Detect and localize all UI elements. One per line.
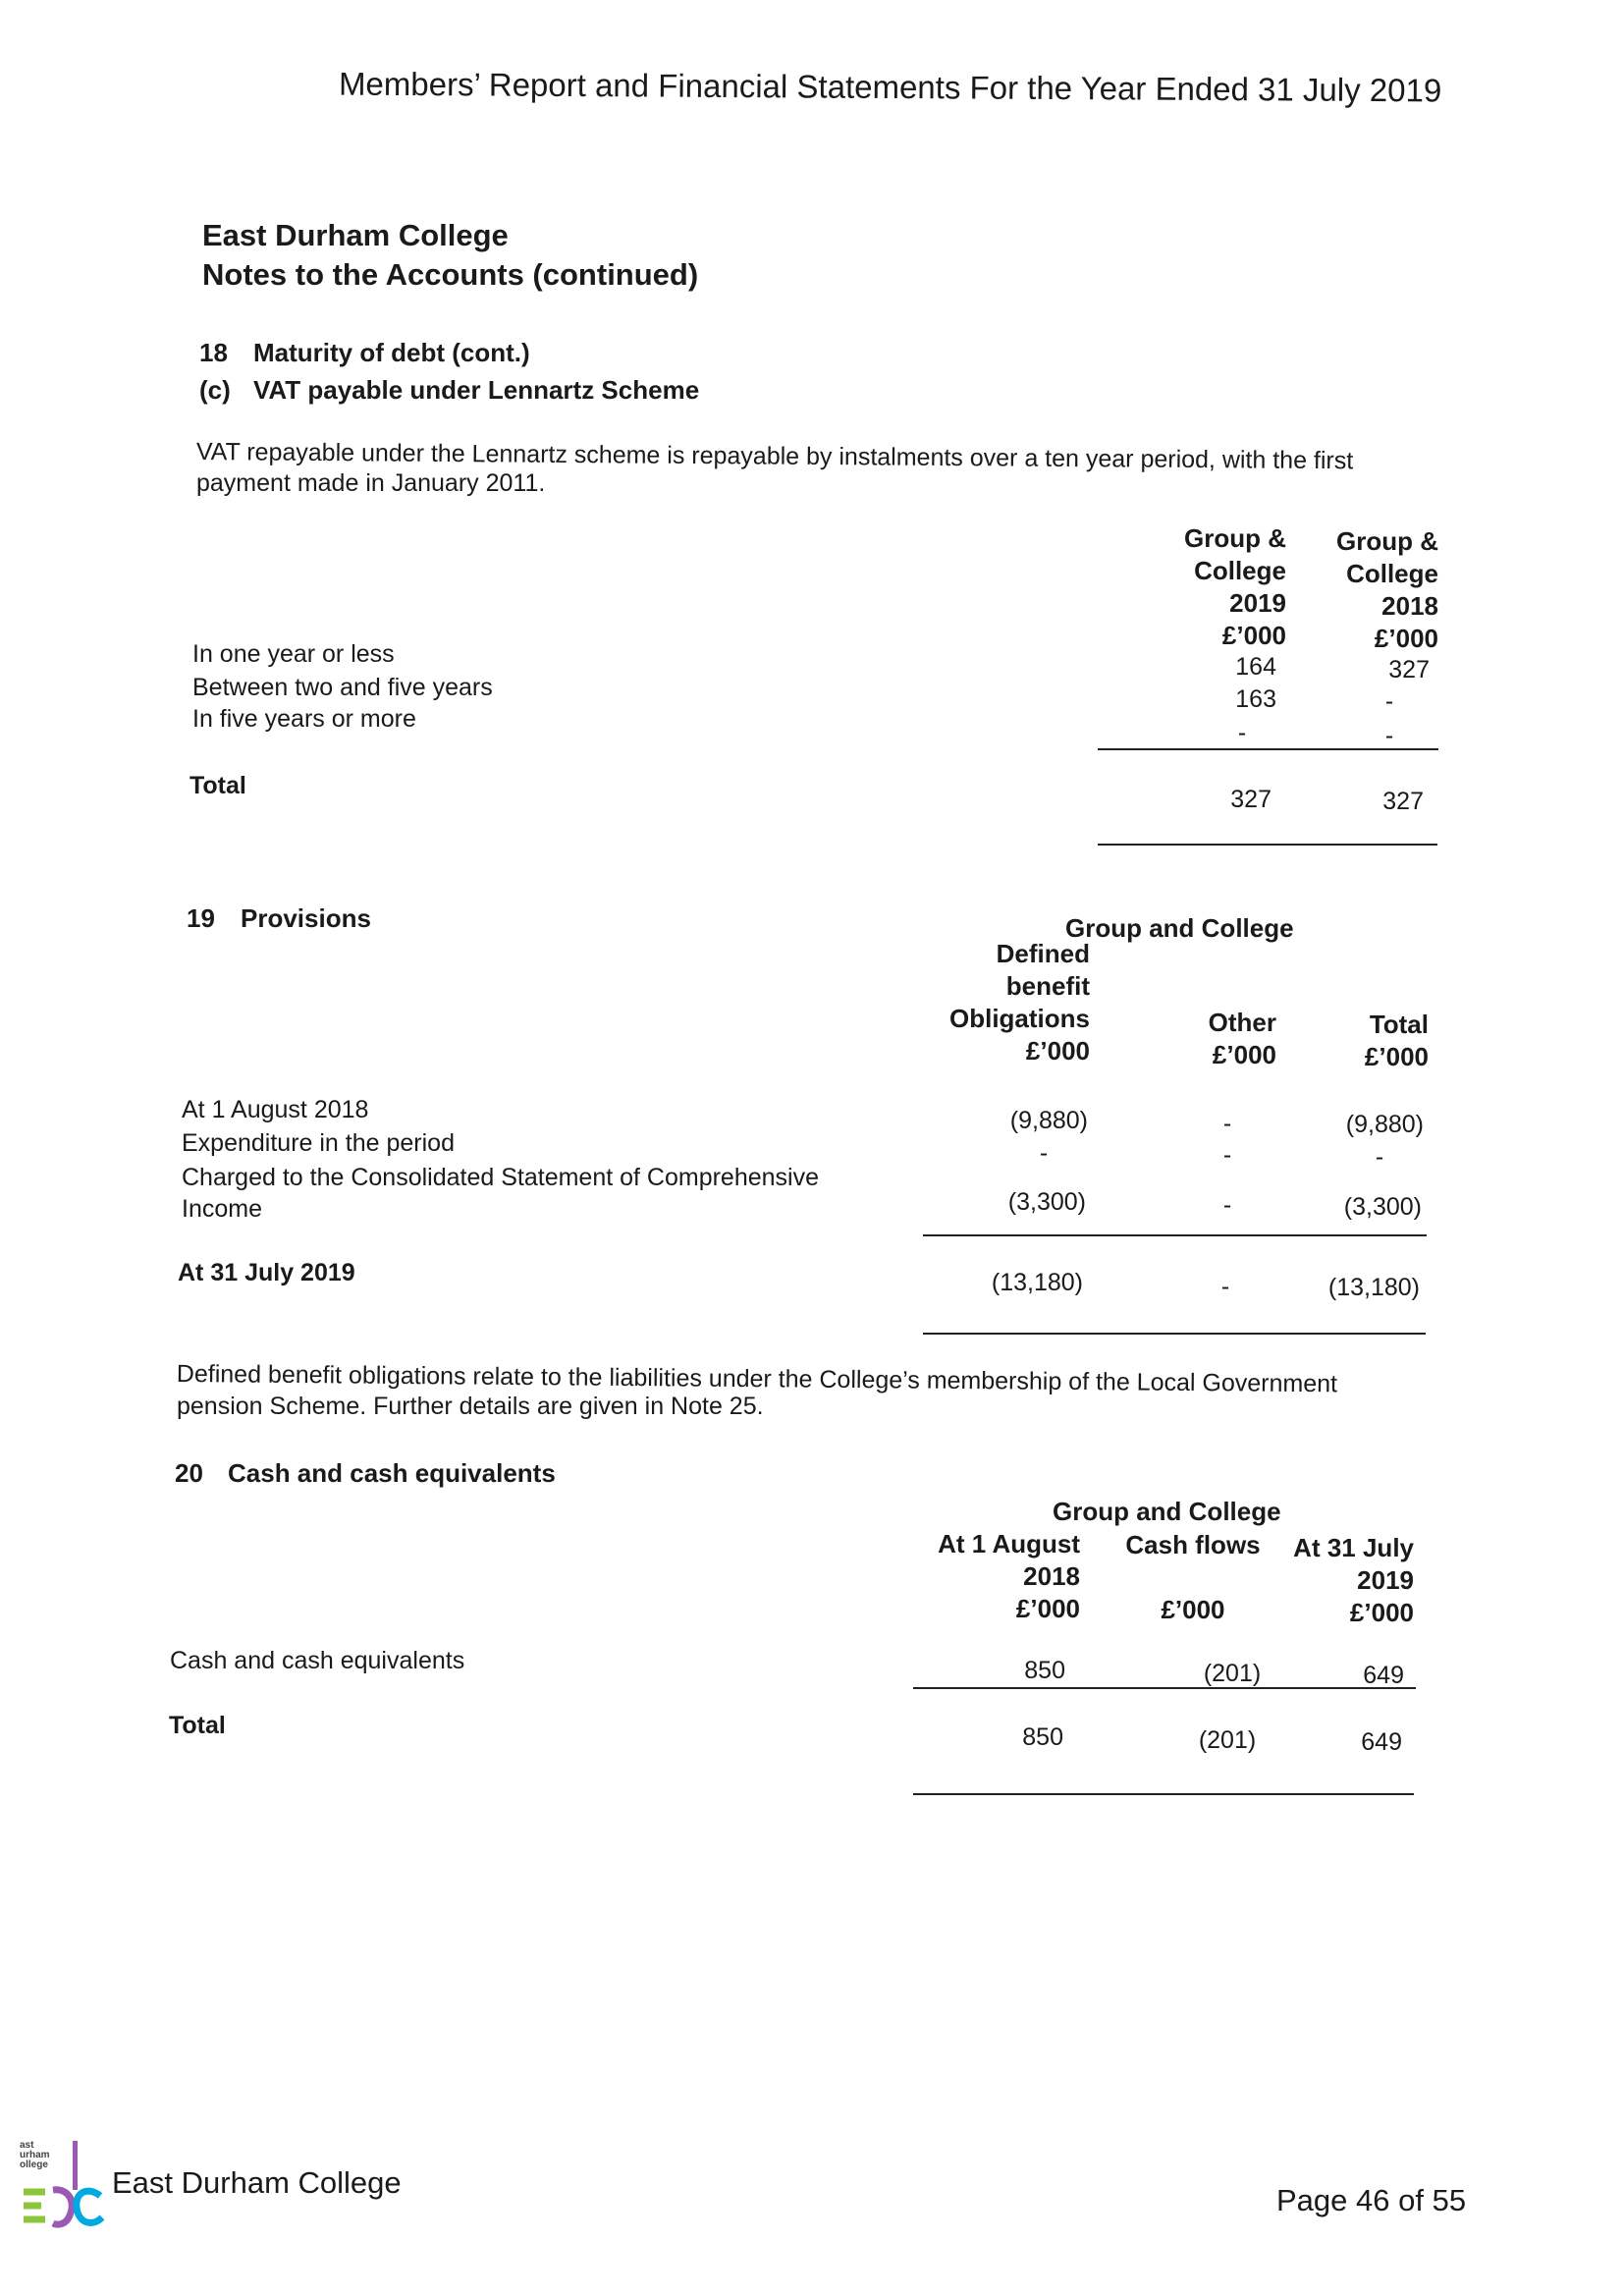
note-18c-number: (c) <box>199 375 231 405</box>
note-18-heading: Maturity of debt (cont.) <box>253 338 530 367</box>
note-19-col-total-header: Total £’000 <box>1364 1010 1429 1071</box>
note-18-subtotal-rule <box>1098 748 1438 750</box>
note-19-heading: Provisions <box>241 903 371 933</box>
cell-dbo: - <box>1039 1139 1049 1167</box>
footer-college-name: East Durham College <box>112 2165 402 2200</box>
cell-2019: 163 <box>1235 685 1276 713</box>
college-name: East Durham College <box>202 218 509 252</box>
note-20-col-closing-header: At 31 July 2019 £’000 <box>1293 1533 1414 1627</box>
row-label: At 31 July 2019 <box>178 1259 355 1286</box>
cell-dbo: (9,880) <box>1009 1107 1088 1134</box>
note-19-col-dbo-header: Defined benefit Obligations £’000 <box>949 939 1090 1066</box>
cell-cashflows: (201) <box>1198 1726 1257 1754</box>
row-label: Cash and cash equivalents <box>170 1647 465 1674</box>
cell-total: (3,300) <box>1343 1193 1422 1221</box>
note-18-paragraph-line1: VAT repayable under the Lennartz scheme is repayable by instalments over a ten year period, with the first <box>195 438 1354 475</box>
note-18-col-2019-header: Group & College 2019 £’000 <box>1184 523 1286 650</box>
cell-closing: 649 <box>1363 1662 1404 1689</box>
cell-2018: - <box>1384 687 1394 715</box>
note-19-number: 19 <box>187 903 215 933</box>
page-header-title: Members’ Report and Financial Statements For the Year Ended 31 July 2019 <box>338 65 1442 109</box>
cell-2019: 327 <box>1230 786 1271 813</box>
cell-other: - <box>1222 1191 1232 1219</box>
note-20-col-cashflows-header: Cash flows £’000 <box>1125 1530 1261 1624</box>
row-label: Total <box>189 772 246 799</box>
note-20-col-opening-header: At 1 August 2018 £’000 <box>938 1529 1080 1623</box>
cell-opening: 850 <box>1024 1657 1065 1684</box>
note-19-paragraph-line1: Defined benefit obligations relate to the liabilities under the College’s membership of the Local Government <box>176 1360 1338 1398</box>
cell-dbo: (13,180) <box>991 1269 1083 1296</box>
cell-2018: - <box>1384 722 1394 749</box>
row-label: In five years or more <box>192 705 416 733</box>
note-18c-heading: VAT payable under Lennartz Scheme <box>253 375 700 405</box>
note-20-heading: Cash and cash equivalents <box>228 1458 556 1488</box>
cell-total: (13,180) <box>1327 1274 1420 1301</box>
note-19-total-rule <box>923 1333 1426 1335</box>
cell-2019: - <box>1237 719 1247 746</box>
note-19-col-other-header: Other £’000 <box>1208 1008 1276 1069</box>
row-label: Total <box>169 1712 226 1739</box>
note-20-group-header: Group and College <box>1053 1497 1281 1526</box>
note-18-total-rule <box>1098 844 1437 846</box>
row-label: At 1 August 2018 <box>182 1096 369 1123</box>
logo-edc-mark <box>20 2180 108 2239</box>
cell-other: - <box>1220 1273 1230 1300</box>
row-label: Between two and five years <box>192 674 493 701</box>
cell-2019: 164 <box>1235 653 1276 681</box>
note-20-total-rule <box>913 1793 1414 1795</box>
cell-total: - <box>1375 1143 1384 1171</box>
row-label: Charged to the Consolidated Statement of Comprehensive <box>182 1164 819 1191</box>
cell-2018: 327 <box>1382 788 1424 815</box>
note-19-subtotal-rule <box>923 1234 1427 1236</box>
note-19-paragraph-line2: pension Scheme. Further details are given in Note 25. <box>177 1393 764 1420</box>
college-logo: ast urham ollege <box>20 2141 108 2239</box>
row-label: Expenditure in the period <box>182 1129 455 1157</box>
note-18-col-2018-header: Group & College 2018 £’000 <box>1336 526 1438 653</box>
cell-total: (9,880) <box>1345 1111 1424 1138</box>
note-19-group-header: Group and College <box>1065 913 1294 943</box>
footer-page-number: Page 46 of 55 <box>1276 2183 1467 2217</box>
note-20-number: 20 <box>175 1458 203 1488</box>
cell-opening: 850 <box>1022 1723 1063 1751</box>
note-18-number: 18 <box>199 338 228 367</box>
cell-2018: 327 <box>1388 656 1430 683</box>
notes-title: Notes to the Accounts (continued) <box>202 257 699 292</box>
cell-cashflows: (201) <box>1203 1660 1262 1687</box>
row-label: In one year or less <box>192 640 395 668</box>
row-label-continued: Income <box>182 1195 262 1223</box>
cell-closing: 649 <box>1361 1728 1402 1756</box>
note-18-paragraph-line2: payment made in January 2011. <box>196 469 546 497</box>
cell-other: - <box>1222 1110 1232 1137</box>
cell-dbo: (3,300) <box>1007 1188 1086 1216</box>
cell-other: - <box>1222 1141 1232 1169</box>
note-20-subtotal-rule <box>913 1687 1416 1689</box>
